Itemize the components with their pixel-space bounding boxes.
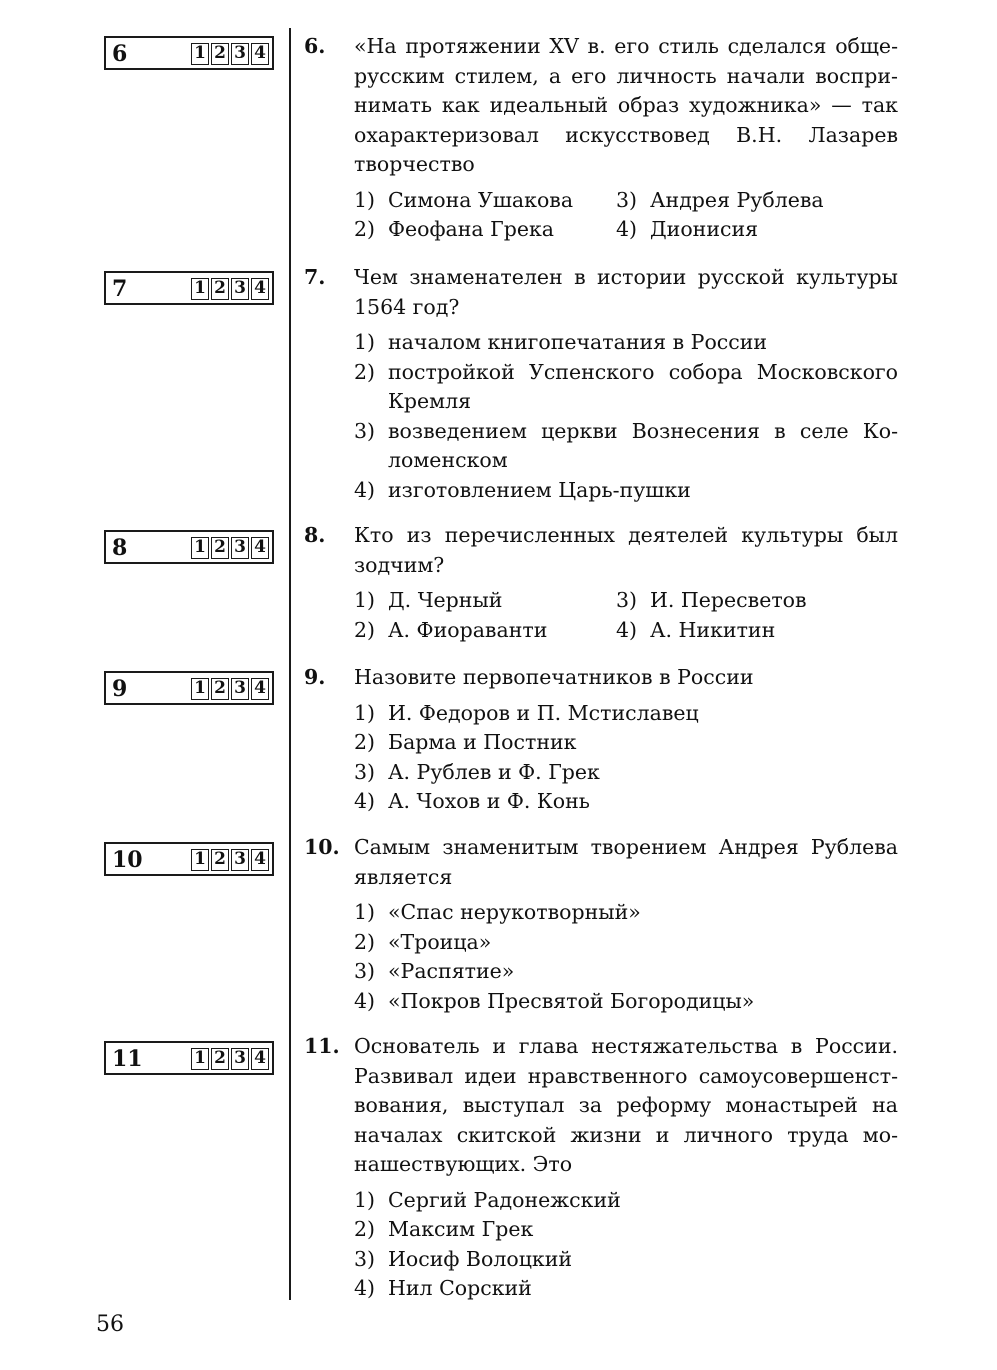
question-number: 8.	[304, 523, 326, 547]
options-list	[354, 586, 898, 645]
options-list	[354, 186, 898, 245]
question-number: 11.	[304, 1034, 340, 1058]
column-divider	[289, 28, 291, 1300]
answer-digit-4[interactable]: 4	[251, 537, 269, 559]
answer-digit-1[interactable]: 1	[191, 278, 209, 300]
answer-digit-2[interactable]: 2	[211, 1048, 229, 1070]
option-1[interactable]	[354, 898, 898, 928]
question-8	[304, 521, 898, 645]
question-number: 7.	[304, 265, 326, 289]
option-text: А. Чохов и Ф. Конь	[388, 789, 590, 813]
question-number: 9.	[304, 665, 326, 689]
option-4[interactable]	[354, 1274, 898, 1304]
option-label: 2)	[354, 730, 376, 754]
option-label: 4)	[354, 988, 376, 1013]
option-3[interactable]	[354, 1245, 898, 1275]
answer-digit-4[interactable]: 4	[251, 43, 269, 65]
option-1[interactable]	[354, 586, 616, 616]
answer-digit-2[interactable]: 2	[211, 537, 229, 559]
question-text: Кто из перечисленных деятелей культуры был зодчим?	[354, 523, 898, 577]
option-4[interactable]	[616, 215, 758, 245]
question-10	[304, 833, 898, 1016]
answer-box-6[interactable]	[104, 36, 274, 70]
option-label: 4)	[354, 789, 376, 813]
answer-digit-3[interactable]: 3	[231, 278, 249, 300]
option-label: 3)	[354, 959, 376, 983]
answer-box-number: 9	[112, 676, 128, 702]
option-text: Сергий Радонежский	[388, 1187, 621, 1212]
option-2[interactable]	[354, 928, 898, 958]
answer-box-number: 7	[112, 276, 128, 302]
option-3[interactable]	[354, 758, 898, 788]
answer-digit-1[interactable]: 1	[191, 1048, 209, 1070]
options-list	[354, 699, 898, 817]
answer-digits	[189, 537, 269, 559]
option-4[interactable]	[354, 987, 898, 1017]
page-number: 56	[96, 1312, 124, 1337]
option-text: И. Федоров и П. Мстиславец	[388, 700, 699, 725]
option-2[interactable]	[354, 358, 898, 417]
option-label: 2)	[354, 217, 376, 241]
options-list	[354, 1186, 898, 1304]
option-text: Д. Черный	[388, 588, 503, 612]
option-text: Симона Ушакова	[388, 187, 574, 212]
question-text: «На протяжении XV в. его стиль сделался обще-русским стилем, а его личность начали воспри-нимать как идеальный образ художника» — так охарактеризовал искусствовед В.Н. Лазарев творчество	[354, 34, 898, 176]
answer-digit-2[interactable]: 2	[211, 278, 229, 300]
option-text: Барма и Постник	[388, 730, 577, 754]
answer-digits	[189, 1048, 269, 1070]
option-text: Андрея Рублева	[650, 187, 824, 212]
option-label: 4)	[354, 1276, 376, 1300]
option-1[interactable]	[354, 186, 616, 216]
question-number: 6.	[304, 34, 326, 58]
question-text: Основатель и глава нестяжательства в России. Развивал идеи нравственного самоусовершенст-вования, выступал за реформу монастырей на началах скитской жизни и личного труда мо-нашествующих. Это	[354, 1034, 898, 1176]
option-label: 3)	[354, 418, 376, 443]
option-2[interactable]	[354, 215, 616, 245]
option-text: Нил Сорский	[388, 1276, 532, 1300]
option-label: 3)	[354, 1246, 376, 1271]
option-label: 2)	[354, 929, 376, 954]
option-label: 2)	[354, 1217, 376, 1241]
option-text: постройкой Успенского собора Московского Кремля	[388, 359, 898, 413]
answer-digits	[189, 43, 269, 65]
option-label: 1)	[354, 187, 376, 212]
option-text: А. Фиораванти	[388, 617, 548, 642]
answer-box-8[interactable]	[104, 530, 274, 564]
option-label: 1)	[354, 900, 376, 924]
option-text: началом книгопечатания в России	[388, 330, 768, 354]
option-label: 4)	[354, 477, 376, 502]
option-text: возведением церкви Вознесения в селе Ко-ломенском	[388, 418, 898, 472]
option-4[interactable]	[354, 476, 898, 506]
option-2[interactable]	[354, 1215, 898, 1245]
option-3[interactable]	[354, 417, 898, 476]
answer-digits	[189, 278, 269, 300]
option-text: Дионисия	[650, 217, 759, 241]
option-label: 2)	[354, 359, 376, 384]
option-label: 3)	[354, 759, 376, 784]
option-text: «Покров Пресвятой Богородицы»	[388, 988, 755, 1013]
answer-digit-3[interactable]: 3	[231, 43, 249, 65]
question-9	[304, 663, 898, 817]
question-7	[304, 263, 898, 505]
answer-digit-2[interactable]: 2	[211, 849, 229, 871]
option-label: 4)	[616, 617, 638, 642]
option-3[interactable]	[616, 586, 807, 616]
option-2[interactable]	[354, 728, 898, 758]
answer-box-11[interactable]	[104, 1041, 274, 1075]
answer-digit-4[interactable]: 4	[251, 849, 269, 871]
option-1[interactable]	[354, 328, 898, 358]
option-label: 1)	[354, 1187, 376, 1212]
option-2[interactable]	[354, 616, 616, 646]
answer-digit-2[interactable]: 2	[211, 678, 229, 700]
option-label: 2)	[354, 617, 376, 642]
question-text: Самым знаменитым творением Андрея Рублева является	[354, 835, 898, 889]
answer-box-number: 6	[112, 41, 128, 67]
option-text: «Троица»	[388, 929, 492, 954]
option-text: А. Рублев и Ф. Грек	[388, 759, 600, 784]
answer-digit-4[interactable]: 4	[251, 1048, 269, 1070]
answer-box-10[interactable]	[104, 842, 274, 876]
question-number: 10.	[304, 835, 340, 859]
option-3[interactable]	[354, 957, 898, 987]
option-label: 3)	[616, 187, 638, 212]
option-text: А. Никитин	[650, 617, 776, 642]
answer-box-number: 8	[112, 535, 128, 561]
answer-box-7[interactable]	[104, 271, 274, 305]
option-label: 4)	[616, 217, 638, 241]
answer-digit-1[interactable]: 1	[191, 849, 209, 871]
option-text: Максим Грек	[388, 1217, 534, 1241]
answer-digit-2[interactable]: 2	[211, 43, 229, 65]
answer-digit-1[interactable]: 1	[191, 678, 209, 700]
question-11	[304, 1032, 898, 1304]
options-list	[354, 898, 898, 1016]
option-label: 1)	[354, 588, 376, 612]
answer-digit-3[interactable]: 3	[231, 1048, 249, 1070]
answer-box-number: 11	[112, 1046, 143, 1072]
answer-digit-4[interactable]: 4	[251, 278, 269, 300]
answer-digit-4[interactable]: 4	[251, 678, 269, 700]
answer-box-9[interactable]	[104, 671, 274, 705]
answer-digit-3[interactable]: 3	[231, 537, 249, 559]
answer-digit-3[interactable]: 3	[231, 678, 249, 700]
option-4[interactable]	[616, 616, 775, 646]
question-text: Чем знаменателен в истории русской культуры 1564 год?	[354, 265, 898, 319]
option-text: Иосиф Волоцкий	[388, 1246, 573, 1271]
option-label: 1)	[354, 700, 376, 725]
option-1[interactable]	[354, 1186, 898, 1216]
answer-box-number: 10	[112, 847, 143, 873]
answer-digit-1[interactable]: 1	[191, 537, 209, 559]
question-text: Назовите первопечатников в России	[354, 665, 754, 689]
option-text: Феофана Грека	[388, 217, 555, 241]
options-list	[354, 328, 898, 505]
option-text: «Спас нерукотворный»	[388, 900, 641, 924]
option-text: И. Пересветов	[650, 588, 807, 612]
option-1[interactable]	[354, 699, 898, 729]
option-3[interactable]	[616, 186, 824, 216]
option-text: изготовлением Царь-пушки	[388, 477, 691, 502]
option-label: 3)	[616, 588, 638, 612]
option-text: «Распятие»	[388, 959, 515, 983]
answer-digit-3[interactable]: 3	[231, 849, 249, 871]
option-4[interactable]	[354, 787, 898, 817]
option-label: 1)	[354, 330, 376, 354]
question-6	[304, 32, 898, 245]
answer-digits	[189, 849, 269, 871]
answer-digit-1[interactable]: 1	[191, 43, 209, 65]
answer-digits	[189, 678, 269, 700]
